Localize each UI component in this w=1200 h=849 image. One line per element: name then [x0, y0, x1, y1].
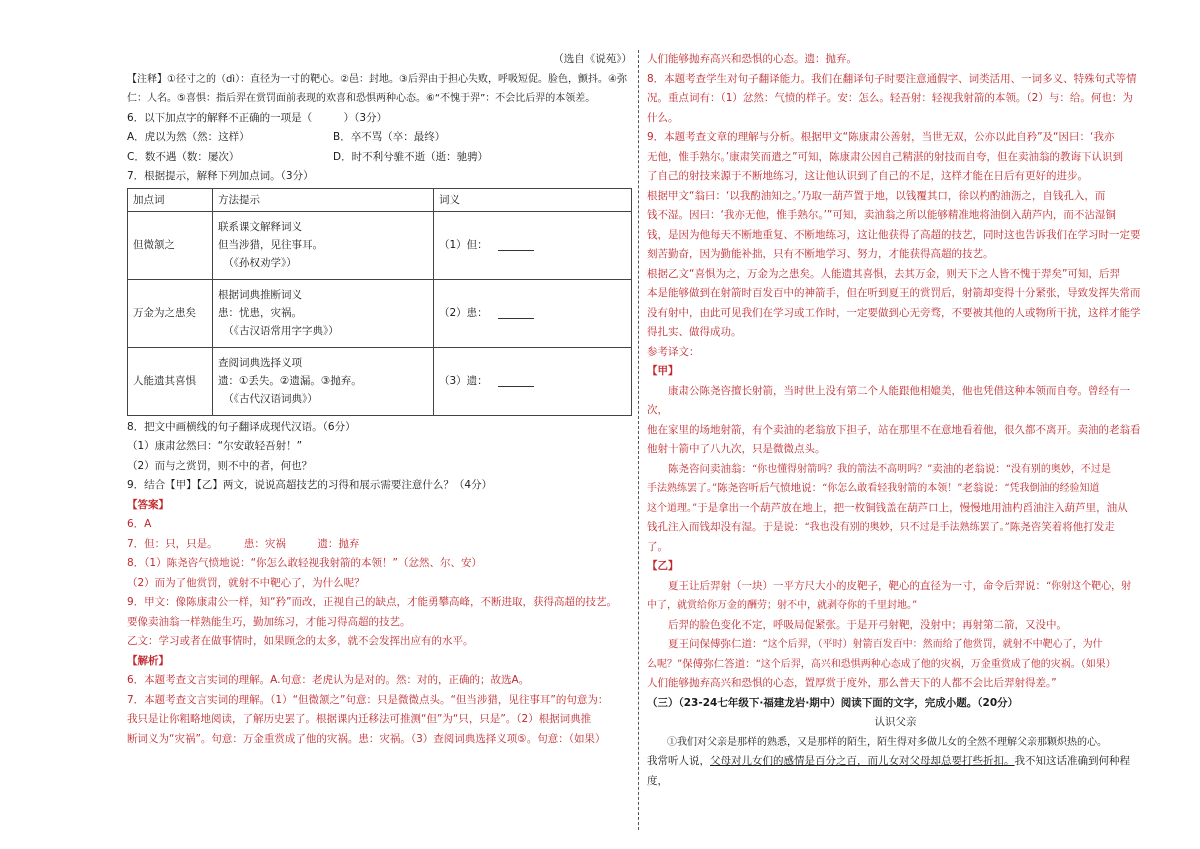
answer-line: 乙文：学习或者在做事情时，如果顾念的太多，就不会发挥出应有的水平。 [127, 635, 474, 647]
table-header: 方法提示 [213, 188, 434, 211]
answer-label: （1）但： [439, 239, 488, 251]
question-6: 6．以下加点字的解释不正确的一项是（ ）（3分） [127, 111, 388, 124]
hint-line: （《孙权劝学》） [223, 257, 297, 269]
q6-options-row [127, 148, 632, 168]
analysis-line: 根据乙文“喜惧为之，万金为之患矣。人能遗其喜惧，去其万金，则天下之人皆不愧于羿矣”可知，后羿 [647, 267, 1120, 280]
text-span: “你射这个靶心，射 [1046, 580, 1132, 592]
passage-line: ①我们对父亲是那样的熟悉，又是那样的陌生，陌生得对多做儿女的全然不理解父亲那颗炽热的心。 [667, 736, 1107, 748]
q6-option-a: A．虎以为然（然：这样） [127, 131, 250, 143]
translation-line [647, 460, 1144, 480]
question-9: 9．结合【甲】【乙】两文，说说高超技艺的习得和展示需要注意什么？（4分） [127, 479, 493, 491]
answer-blank[interactable] [498, 307, 534, 319]
table-row [128, 347, 632, 415]
text-span: 夏王让后羿射（一块）一平方尺大小的皮靶子，靶心的直径为一寸，命令后羿说： [668, 579, 1046, 592]
analysis-line: 钱，是因为他每天不断地重复、不断地练习，这让他获得了高超的技艺，同时这也告诉我们在学习时一定要 [647, 228, 1141, 241]
section-jia-heading: 【甲】 [647, 365, 679, 377]
table-row [128, 211, 632, 279]
left-column [127, 50, 632, 749]
answer-heading: 【答案】 [127, 498, 169, 511]
table-cell [434, 347, 632, 415]
analysis-line: 况。重点词有：（1）忿然：气愤的样子。安：怎么。轻吾射：轻视我射箭的本领。（2）与：给。何也：为 [647, 92, 1133, 104]
table-header-row [128, 188, 632, 211]
analysis-line: 刻苦勤奋，因为勤能补拙，只有不断地学习、努力，才能获得高超的技艺。 [647, 248, 994, 260]
section-yi-heading: 【乙】 [647, 560, 679, 572]
q6-option-b: B．卒不骂（卒：最终） [333, 131, 446, 143]
passage-line [647, 752, 1144, 791]
q8-sentence-1: （1）康肃忿然曰：“尔安敢轻吾射！” [127, 440, 303, 452]
text-span: 手法熟练罢了。” [647, 483, 718, 494]
annotation-line: 仁：人名。⑤喜惧：指后羿在赏罚面前表现的欢喜和恐惧两种心态。⑥“不愧于羿”：不会比后羿的本领差。 [127, 93, 596, 104]
analysis-line: 得扎实、做得成功。 [647, 326, 742, 338]
answer-line: 7．但：只，只是。 患：灾祸 遗：抛弃 [127, 537, 360, 550]
table-cell: 人能遗其喜惧 [128, 347, 213, 415]
hint-line: 查阅词典选择义项 [218, 357, 302, 369]
text-span: 于是拿出一个葫芦放在地上，把一枚铜钱盖在葫芦口上，慢慢地用油杓舀油注入葫芦里，油从 [697, 501, 1128, 514]
underlined-sentence: 父母对儿女们的感情是百分之百，而儿女对父母却总要打些折扣。 [710, 755, 1015, 767]
translation-line [647, 577, 1144, 597]
table-cell: 万金为之患矣 [128, 279, 213, 347]
analysis-line: 钱不湿。因曰：‘我亦无他，惟手熟尔。’”可知，卖油翁之所以能够精准地将油倒入葫芦内，而不沾湿铜 [647, 209, 1116, 221]
text-span: 夏王问保傅弥仁道： [668, 638, 763, 650]
hint-line: 但当涉猎，见往事耳。 [218, 239, 323, 251]
analysis-line: 本是能够做到在射箭时百发百中的神箭手，但在听到夏王的赏罚后，射箭却变得十分紧张，导致发挥失常而 [647, 287, 1141, 299]
analysis-line: 6．本题考查文言实词的理解。A.句意：老虎认为是对的。然：对的，正确的；故选A。 [127, 674, 530, 686]
text-span: 中了，就赏给你万金的酬劳；射不中，就剥夺你的千里封地。” [647, 600, 918, 611]
analysis-line: 无他，惟手熟尔。’康肃笑而遣之”可知，陈康肃公因自己精湛的射技而自夸，但在卖油翁的教诲下认识到 [647, 150, 1124, 163]
question-7: 7．根据提示，解释下列加点词。（3分） [127, 170, 314, 182]
hint-line: 根据词典推断词义 [218, 289, 302, 301]
analysis-line: 我只是让你粗略地阅读，了解历史罢了。根据课内迁移法可推测“但”为“只，只是”。（2）根据词典推 [127, 713, 592, 725]
translation-line [647, 655, 1144, 675]
text-span: 钱孔注入而钱却没有湿。于是说： [647, 521, 805, 533]
analysis-heading: 【解析】 [127, 654, 169, 667]
analysis-line: 了自己的射技来源于不断地练习，这让他认识到了自己的不足，这样才能在日后有更好的进步。 [647, 170, 1088, 182]
analysis-line: 没有射中，由此可见我们在学习或工作时，一定要做到心无旁骛，不要被其他的人或物所干扰，这样才能学 [647, 306, 1141, 319]
table-cell [434, 211, 632, 279]
translation-line [647, 518, 1144, 538]
text-span: “你也懂得射箭吗？我的箭法不高明吗？” [752, 463, 933, 475]
analysis-line: 人们能够抛弃高兴和恐惧的心态。遗：抛弃。 [647, 53, 857, 65]
answer-line: 8．（1）陈尧咨气愤地说：“你怎么敢轻视我射箭的本领！”（忿然、尔、安） [127, 557, 482, 569]
analysis-line: 7．本题考查文言实词的理解。（1）“但微颔之”句意：只是微微点头。“但当涉猎，见往事耳”的句意为： [127, 693, 609, 706]
text-span: 老翁说： [962, 482, 1005, 494]
text-span: 么呢？” [647, 658, 683, 670]
q8-sentence-2: （2）而与之赏罚，则不中的者，何也？ [127, 459, 313, 472]
text-span: 陈尧咨笑着将他打发走 [1009, 521, 1115, 533]
text-span: “没有别的奥妙，不过是 [1005, 463, 1111, 475]
analysis-line: 9．本题考查文章的理解与分析。根据甲文“陈康肃公善射，当世无双，公亦以此自矜”及“因曰：‘我亦 [647, 131, 1115, 143]
hint-line: （《古代汉语词典》） [223, 393, 318, 405]
table-header: 加点词 [128, 188, 213, 211]
translation-line [647, 479, 1144, 499]
q6-options-row [127, 128, 632, 148]
text-span: “你怎么敢看轻我射箭的本领！” [822, 483, 963, 494]
table-cell: 但微颔之 [128, 211, 213, 279]
table-cell [434, 279, 632, 347]
answer-line: 要像卖油翁一样熟能生巧，勤加练习，才能习得高超的技艺。 [127, 615, 411, 628]
answer-line: （2）而为了他赏罚，就射不中靶心了，为什么呢？ [127, 576, 365, 589]
table-header: 词义 [434, 188, 632, 211]
text-span: 这个道理。” [647, 502, 698, 514]
hint-line: 患：忧患，灾祸。 [218, 307, 302, 319]
answer-line: 6．A [127, 518, 152, 530]
analysis-line: 断词义为“灾祸”。句意：万金重赏成了他的灾祸。患：灾祸。（3）查阅词典选择义项⑤。句意：（如果） [127, 732, 606, 745]
question-8: 8．把文中画横线的句子翻译成现代汉语。（6分） [127, 420, 356, 433]
answer-blank[interactable] [498, 239, 534, 251]
text-span: “我也没有别的奥妙，只不过是手法熟练罢了。” [804, 522, 1010, 533]
translation-line: 他在家里的场地射箭，有个卖油的老翁放下担子，站在那里不在意地看着他，很久都不离开。卖油的老翁看 [647, 423, 1141, 436]
text-span: 陈尧咨听后气愤地说： [717, 482, 823, 494]
table-cell [213, 347, 434, 415]
translation-line: 人们能够抛弃高兴和恐惧的心态，置厚赏于度外，那么普天下的人都不会比后羿射得差。” [647, 677, 1057, 689]
right-column [647, 50, 1144, 791]
analysis-line: 根据甲文“翁曰：‘以我酌油知之。’乃取一葫芦置于地，以钱覆其口，徐以杓酌油沥之，自钱孔入，而 [647, 189, 1106, 202]
translation-line [647, 635, 1144, 655]
source-line: （选自《说苑》） [553, 53, 632, 65]
translation-heading: 参考译文： [647, 345, 700, 358]
text-span: “这个后羿，（平时）射箭百发百中：然而给了他赏罚，就射不中靶心了，为什 [762, 639, 1103, 650]
text-span: 我不知这话准确到何种程度， [647, 755, 1130, 787]
hint-line: （《古汉语常用字字典》） [223, 325, 339, 337]
text-span: 陈尧咨问卖油翁： [668, 462, 752, 475]
analysis-line: 什么。 [647, 111, 679, 124]
answer-label: （3）遗： [439, 375, 488, 387]
hint-line: 联系课文解释词义 [218, 221, 302, 233]
annotation-line: 【注释】①径寸之的（dì）：直径为一寸的靶心。②邑：封地。③后羿由于担心失败，呼吸短促。脸色，颤抖。④弥 [127, 73, 627, 85]
table-row [128, 279, 632, 347]
vocab-table [127, 188, 632, 416]
translation-line: 他射十箭中了八九次，只是微微点头。 [647, 443, 826, 455]
translation-line: 后羿的脸色变化不定，呼吸局促紧张。于是开弓射靶，没射中；再射第二箭，又没中。 [668, 618, 1067, 631]
q6-option-d: D．时不利兮骓不逝（逝：驰骋） [333, 150, 489, 163]
translation-line [647, 499, 1144, 519]
translation-line: 康肃公陈尧咨擅长射箭，当时世上没有第二个人能跟他相媲美，他也凭借这种本领而自夸。曾经有一次， [647, 384, 1130, 416]
answer-blank[interactable] [498, 375, 534, 387]
passage-title: 认识父亲 [874, 716, 917, 728]
section-3-heading: （三）（23-24七年级下·福建龙岩·期中）阅读下面的文字，完成小题。（20分） [647, 696, 1019, 709]
text-span: 卖油的老翁说： [932, 462, 1006, 475]
text-span: 保傅弥仁答道： [682, 657, 756, 670]
table-cell [213, 211, 434, 279]
answer-line: 9．甲文：像陈康肃公一样，知“矜”而改，正视自己的缺点，才能勇攀高峰，不断进取，获得高超的技艺。 [127, 596, 618, 608]
text-span: “这个后羿，高兴和恐惧两种心态成了他的灾祸，万金重赏成了他的灾祸。（如果） [755, 658, 1116, 670]
analysis-line: 8．本题考查学生对句子翻译能力。我们在翻译句子时要注意通假字、词类活用、一词多义、特殊句式等情 [647, 72, 1137, 85]
hint-line: 遗：①丢失。②遗漏。③抛弃。 [218, 375, 362, 387]
column-divider [638, 50, 639, 830]
text-span: 我常听人说， [647, 755, 710, 767]
answer-label: （2）患： [439, 307, 488, 319]
q6-option-c: C．数不遇（数：屡次） [127, 150, 240, 163]
table-cell [213, 279, 434, 347]
translation-line: 了。 [647, 540, 668, 553]
text-span: “凭我倒油的经验知道 [1004, 483, 1100, 494]
translation-line [647, 596, 1144, 616]
